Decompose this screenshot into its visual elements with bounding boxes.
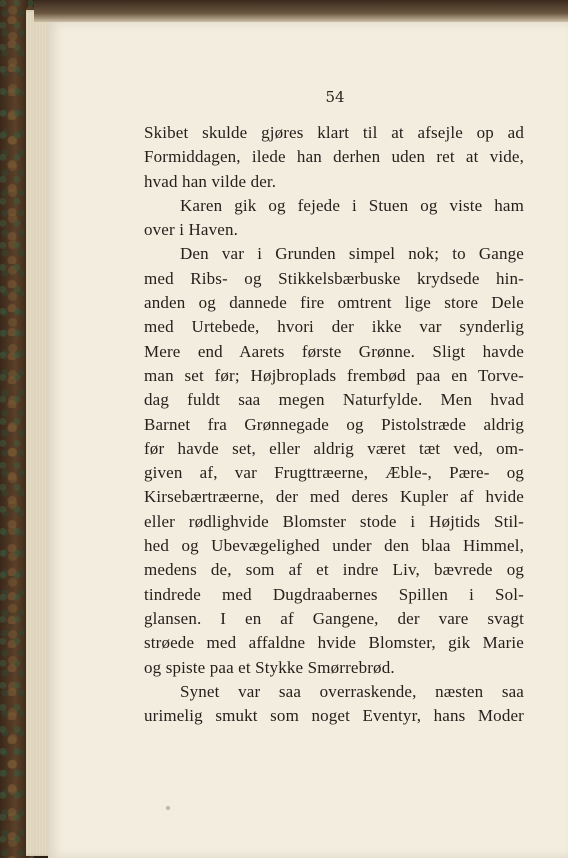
- text-line: og spiste paa et Stykke Smørrebrød.: [144, 657, 395, 677]
- top-edge: [34, 0, 568, 22]
- text-line: Skibet skulde gjøres klart til at afsejle op ad: [144, 123, 524, 142]
- text-line: hed og Ubevægelighed under den blaa Himmel,: [144, 536, 524, 556]
- text-line: eller rødlighvide Blomster stode i Højtids Stil-: [144, 511, 524, 531]
- text-line: man set før; Højbroplads frembød paa en Torve-: [144, 365, 524, 385]
- text-line: anden og dannede fire omtrent lige store Dele: [144, 293, 524, 313]
- text-line: Formiddagen, ilede han derhen uden ret at vide,: [144, 147, 524, 167]
- text-line: med Urtebede, hvori der ikke var synderlig: [144, 317, 524, 337]
- text-line: Mere end Aarets første Grønne. Sligt havde: [144, 341, 524, 361]
- text-line: Karen gik og fejede i Stuen og viste ham: [180, 195, 524, 215]
- text-line: medens de, som af et indre Liv, bævrede og: [144, 560, 524, 580]
- text-line: strøede med affaldne hvide Blomster, gik Marie: [144, 633, 524, 653]
- text-line: med Ribs- og Stikkelsbærbuske krydsede hin-: [144, 268, 524, 288]
- page-number: 54: [325, 88, 345, 106]
- text-line: Synet var saa overraskende, næsten saa: [180, 681, 524, 701]
- text-line: glansen. I en af Gangene, der vare svagt: [144, 608, 524, 628]
- text-line: dag fuldt saa megen Naturfylde. Men hvad: [144, 390, 524, 410]
- text-line: Kirsebærtræerne, der med deres Kupler af hvide: [144, 487, 524, 507]
- text-line: før havde set, eller aldrig været tæt ved, om-: [144, 438, 524, 458]
- text-line: hvad han vilde der.: [144, 171, 277, 191]
- text-line: tindrede med Dugdraabernes Spillen i Sol-: [144, 584, 524, 604]
- page-body-text: [144, 121, 524, 728]
- paper-speck: [166, 806, 170, 810]
- text-line: Barnet fra Grønnegade og Pistolstræde aldrig: [144, 414, 524, 434]
- text-line: urimelig smukt som noget Eventyr, hans Moder: [144, 706, 524, 726]
- text-line: given af, var Frugttræerne, Æble-, Pære- og: [144, 463, 524, 483]
- text-line: Den var i Grunden simpel nok; to Gange: [180, 244, 524, 264]
- text-line: over i Haven.: [144, 220, 238, 240]
